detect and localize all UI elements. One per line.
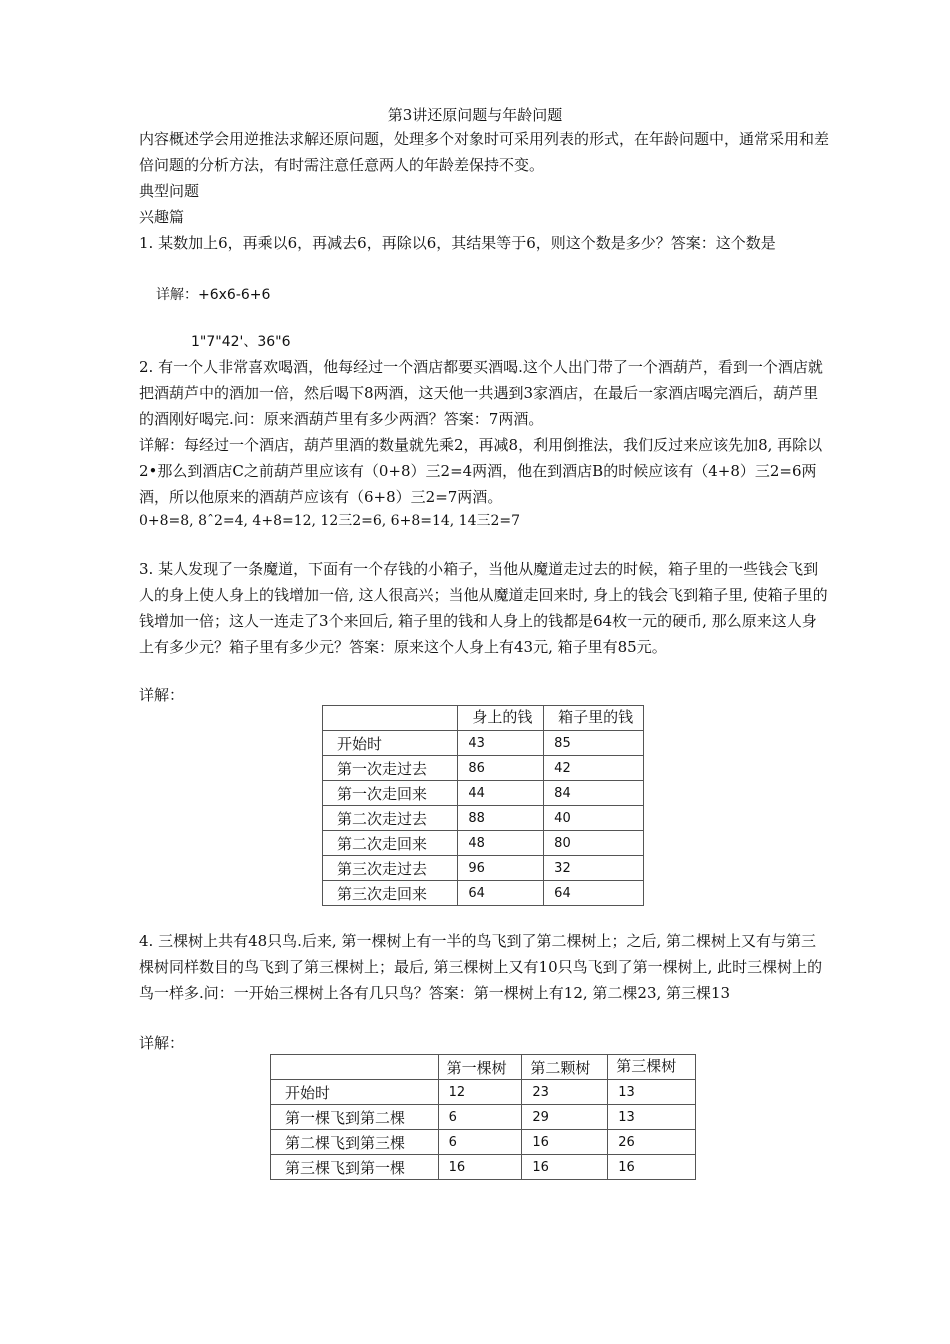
- question-1-text: [139, 230, 829, 256]
- table-cell: 48: [458, 831, 544, 856]
- table-row: [323, 856, 644, 881]
- question-2-text: 2. 有一个人非常喜欢喝酒，他每经过一个酒店都要买酒喝.这个人出门带了一个酒葫芦，看到一个酒店就把酒葫芦中的酒加一倍，然后喝下8两酒，这天他一共遇到3家酒店，在最后一家酒店喝完酒后，葫芦里的酒刚好喝完.问：原来酒葫芦里有多少两酒？答案：7两酒。: [139, 358, 823, 428]
- birds-table: [270, 1054, 696, 1180]
- table-row: [323, 731, 644, 756]
- table-cell: 第三棵飞到第一棵: [271, 1155, 439, 1180]
- table-cell: 第一棵飞到第二棵: [271, 1105, 439, 1130]
- table-row: [323, 756, 644, 781]
- question-1-formula: 1"7"42'、36"6: [191, 334, 291, 350]
- table-header-row: [271, 1055, 696, 1080]
- table-row: [323, 806, 644, 831]
- question-4-detail: 详解：: [139, 1034, 185, 1052]
- table-row: [271, 1080, 696, 1105]
- table-cell: 96: [458, 856, 544, 881]
- table-row: [271, 1105, 696, 1130]
- table-header-cell: 第二颗树: [522, 1055, 608, 1080]
- table-cell: 86: [458, 756, 544, 781]
- table-cell: 84: [544, 781, 644, 806]
- overview-paragraph: 内容概述学会用逆推法求解还原问题，处理多个对象时可采用列表的形式，在年龄问题中，通常采用和差倍问题的分析方法，有时需注意任意两人的年龄差保持不变。: [139, 130, 830, 174]
- table-cell: 40: [544, 806, 644, 831]
- section-typical-heading: 典型问题: [139, 182, 200, 200]
- table-cell: 29: [522, 1105, 608, 1130]
- table-cell: 23: [522, 1080, 608, 1105]
- table-cell: 第二次走过去: [323, 806, 458, 831]
- table-cell: 43: [458, 731, 544, 756]
- table-cell: 26: [608, 1130, 696, 1155]
- table-header-cell: [271, 1055, 439, 1080]
- table-cell: 开始时: [271, 1080, 439, 1105]
- table-cell: 13: [608, 1105, 696, 1130]
- table-cell: 44: [458, 781, 544, 806]
- table-row: [323, 881, 644, 906]
- table-cell: 开始时: [323, 731, 458, 756]
- table-header-cell: 身上的钱: [458, 706, 544, 731]
- question-2-formula: 0+8=8, 8ˆ2=4, 4+8=12, 12三2=6, 6+8=14, 14三2=7: [139, 513, 521, 529]
- question-3-detail: 详解：: [139, 686, 185, 704]
- table-cell: 85: [544, 731, 644, 756]
- question-2-detail: 详解：每经过一个酒店，葫芦里酒的数量就先乘2，再减8，利用倒推法，我们反过来应该先加8, 再除以2•那么到酒店C之前葫芦里应该有（0+8）三2=4两酒，他在到酒店B的时候应该有（4+8）三2=6两酒，所以他原来的酒葫芦应该有（6+8）三2=7两酒。: [139, 436, 823, 506]
- table-header-row: [323, 706, 644, 731]
- table-cell: 16: [438, 1155, 522, 1180]
- table-header-cell: 第一棵树: [438, 1055, 522, 1080]
- table-cell: 13: [608, 1080, 696, 1105]
- question-3-text: 3. 某人发现了一条魔道，下面有一个存钱的小箱子，当他从魔道走过去的时候，箱子里的一些钱会飞到人的身上使人身上的钱增加一倍, 这人很高兴；当他从魔道走回来时, 身上的钱会飞到箱子里, 使箱子里的钱增加一倍；这人一连走了3个来回后, 箱子里的钱和人身上的钱都是64枚一元的硬币, 那么原来这人身上有多少元？箱子里有多少元？答案：原来这个人身上有43元, 箱子里有85元。: [139, 560, 828, 656]
- table-header-cell: 第三棵树: [608, 1055, 696, 1080]
- table-cell: 64: [458, 881, 544, 906]
- table-cell: 80: [544, 831, 644, 856]
- table-cell: 第二棵飞到第三棵: [271, 1130, 439, 1155]
- table-cell: 12: [438, 1080, 522, 1105]
- table-cell: 32: [544, 856, 644, 881]
- section-interest-heading: 兴趣篇: [139, 208, 185, 226]
- table-cell: 第二次走回来: [323, 831, 458, 856]
- table-cell: 16: [608, 1155, 696, 1180]
- table-cell: 64: [544, 881, 644, 906]
- question-1-detail: 详解：+6x6-6+6: [156, 287, 271, 303]
- table-row: [323, 781, 644, 806]
- table-cell: 6: [438, 1130, 522, 1155]
- money-table: [322, 705, 644, 906]
- question-1-statement: 1. 某数加上6，再乘以6，再减去6，再除以6，其结果等于6，则这个数是多少？答案：这个数是: [139, 234, 776, 252]
- table-cell: 42: [544, 756, 644, 781]
- table-cell: 第一次走过去: [323, 756, 458, 781]
- table-row: [271, 1130, 696, 1155]
- table-cell: 16: [522, 1130, 608, 1155]
- table-cell: 第一次走回来: [323, 781, 458, 806]
- table-cell: 16: [522, 1155, 608, 1180]
- table-cell: 6: [438, 1105, 522, 1130]
- table-cell: 88: [458, 806, 544, 831]
- table-header-cell: 箱子里的钱: [544, 706, 644, 731]
- page-title: 第3讲还原问题与年龄问题: [387, 106, 563, 124]
- table-row: [271, 1155, 696, 1180]
- table-cell: 第三次走过去: [323, 856, 458, 881]
- table-cell: 第三次走回来: [323, 881, 458, 906]
- table-row: [323, 831, 644, 856]
- question-4-text: 4. 三棵树上共有48只鸟.后来, 第一棵树上有一半的鸟飞到了第二棵树上；之后, 第二棵树上又有与第三棵树同样数目的鸟飞到了第三棵树上；最后, 第三棵树上又有10只鸟飞到了第一棵树上, 此时三棵树上的鸟一样多.问：一开始三棵树上各有几只鸟？答案：第一棵树上有12, 第二棵23, 第三棵13: [139, 932, 823, 1002]
- table-header-cell: [323, 706, 458, 731]
